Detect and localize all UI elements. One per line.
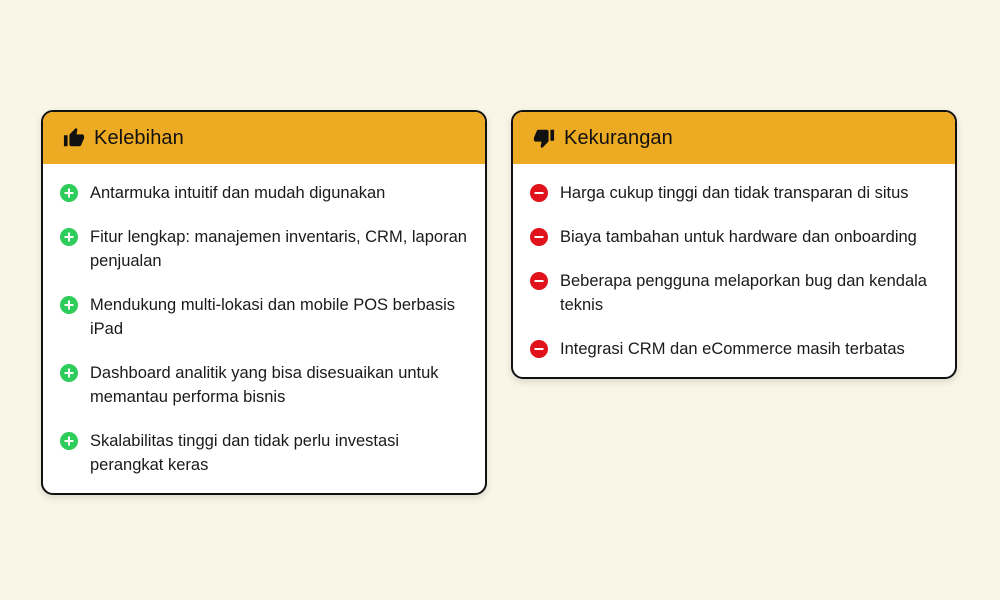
pros-item-text: Skalabilitas tinggi dan tidak perlu investasi perangkat keras	[90, 432, 400, 474]
cons-item-text: Beberapa pengguna melaporkan bug dan kendala teknis	[560, 272, 927, 314]
pros-list	[43, 164, 485, 493]
cons-title: Kekurangan	[564, 126, 673, 149]
list-item	[530, 269, 939, 317]
plus-circle-icon	[60, 364, 78, 382]
list-item	[530, 225, 939, 249]
plus-circle-icon	[60, 184, 78, 202]
list-item	[530, 337, 939, 361]
cons-list	[513, 164, 955, 377]
list-item	[60, 181, 469, 205]
pros-card-header	[43, 112, 485, 164]
pros-card	[41, 110, 487, 495]
plus-circle-icon	[60, 228, 78, 246]
thumbs-up-icon	[63, 127, 85, 149]
list-item	[60, 225, 469, 273]
list-item	[60, 361, 469, 409]
pros-item-text: Dashboard analitik yang bisa disesuaikan untuk memantau performa bisnis	[90, 364, 439, 406]
list-item	[530, 181, 939, 205]
minus-circle-icon	[530, 184, 548, 202]
plus-circle-icon	[60, 296, 78, 314]
pros-item-text: Antarmuka intuitif dan mudah digunakan	[90, 184, 386, 202]
list-item	[60, 293, 469, 341]
cons-item-text: Harga cukup tinggi dan tidak transparan di situs	[560, 184, 909, 202]
plus-circle-icon	[60, 432, 78, 450]
pros-item-text: Fitur lengkap: manajemen inventaris, CRM, laporan penjualan	[90, 228, 467, 270]
thumbs-down-icon	[533, 127, 555, 149]
minus-circle-icon	[530, 272, 548, 290]
list-item	[60, 429, 469, 477]
cons-item-text: Biaya tambahan untuk hardware dan onboarding	[560, 228, 917, 246]
minus-circle-icon	[530, 228, 548, 246]
minus-circle-icon	[530, 340, 548, 358]
pros-item-text: Mendukung multi-lokasi dan mobile POS berbasis iPad	[90, 296, 456, 338]
cons-card-header	[513, 112, 955, 164]
cons-card	[511, 110, 957, 379]
pros-title: Kelebihan	[94, 126, 184, 149]
cons-item-text: Integrasi CRM dan eCommerce masih terbatas	[560, 340, 905, 358]
